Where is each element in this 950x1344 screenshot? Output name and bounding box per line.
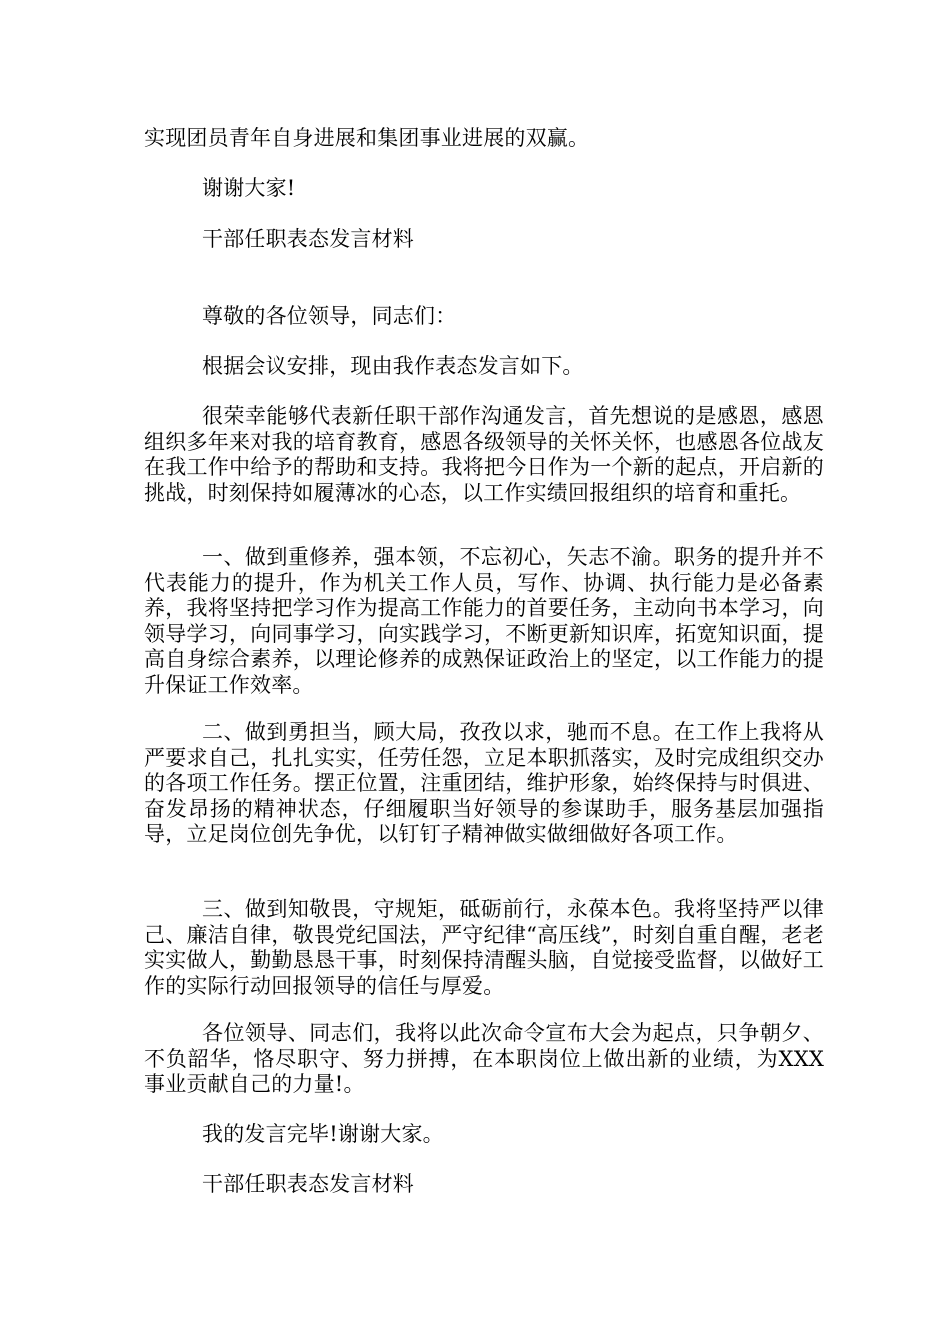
- paragraph-closing-line: 实现团员青年自身进展和集团事业进展的双赢。: [144, 126, 590, 150]
- paragraph-end: 我的发言完毕!谢谢大家。: [202, 1122, 444, 1146]
- paragraph-point-three: 三、做到知敬畏，守规矩，砥砺前行，永葆本色。我将坚持严以律己、廉洁自律，敬畏党纪国法，严守纪律“高压线”，时刻自重自醒，老老实实做人，勤勤恳恳干事，时刻保持清醒头脑，自觉接受监督，以做好工作的实际行动回报领导的信任与厚爱。: [144, 897, 824, 998]
- paragraph-gratitude: 很荣幸能够代表新任职干部作沟通发言，首先想说的是感恩，感恩组织多年来对我的培育教育，感恩各级领导的关怀关怀，也感恩各位战友在我工作中给予的帮助和支持。我将把今日作为一个新的起点，开启新的挑战，时刻保持如履薄冰的心态，以工作实绩回报组织的培育和重托。: [144, 404, 824, 505]
- paragraph-conclusion: 各位领导、同志们，我将以此次命令宣布大会为起点，只争朝夕、不负韶华，恪尽职守、努力拼搏，在本职岗位上做出新的业绩，为XXX事业贡献自己的力量!。: [144, 1021, 824, 1096]
- paragraph-point-two: 二、做到勇担当，顾大局，孜孜以求，驰而不息。在工作上我将从严要求自己，扎扎实实，任劳任怨，立足本职抓落实，及时完成组织交办的各项工作任务。摆正位置，注重团结，维护形象，始终保持与时俱进、奋发昂扬的精神状态，仔细履职当好领导的参谋助手，服务基层加强指导，立足岗位创先争优，以钉钉子精神做实做细做好各项工作。: [144, 720, 824, 846]
- paragraph-point-one: 一、做到重修养，强本领，不忘初心，矢志不渝。职务的提升并不代表能力的提升，作为机关工作人员，写作、协调、执行能力是必备素养，我将坚持把学习作为提高工作能力的首要任务，主动向书本学习，向领导学习，向同事学习，向实践学习，不断更新知识库，拓宽知识面，提高自身综合素养，以理论修养的成熟保证政治上的坚定，以工作能力的提升保证工作效率。: [144, 545, 824, 697]
- paragraph-thanks: 谢谢大家!: [202, 176, 296, 200]
- section-title: 干部任职表态发言材料: [202, 227, 414, 251]
- section-title-repeat: 干部任职表态发言材料: [202, 1172, 414, 1196]
- salutation: 尊敬的各位领导，同志们：: [202, 304, 457, 328]
- paragraph-intro: 根据会议安排，现由我作表态发言如下。: [202, 354, 584, 378]
